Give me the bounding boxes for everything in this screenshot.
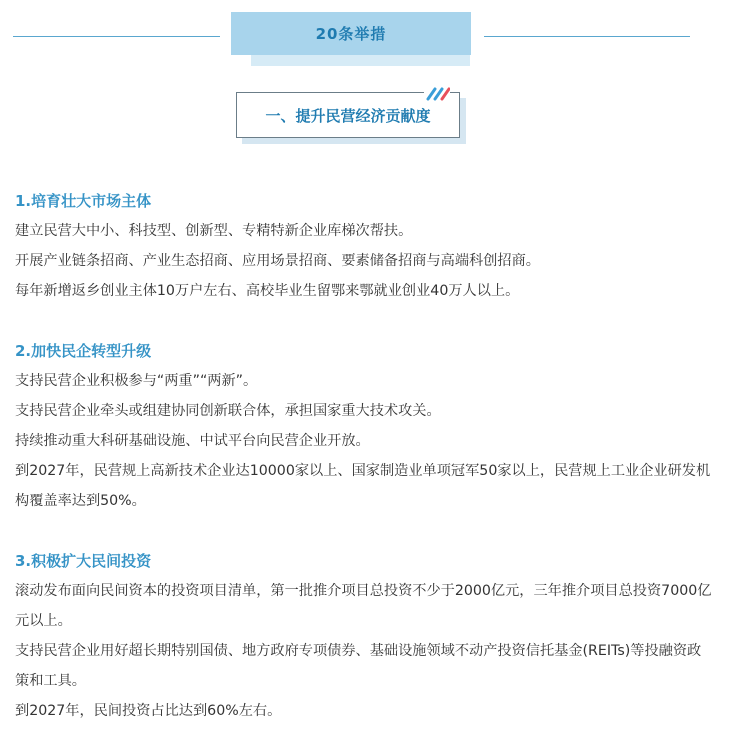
paragraph: 到2027年，民间投资占比达到60%左右。: [15, 703, 282, 719]
header-divider-right: [484, 36, 690, 37]
paragraph: 滚动发布面向民间资本的投资项目清单，第一批推介项目总投资不少于2000亿元，三年推介项目总投资7000亿元以上。: [15, 583, 712, 629]
paragraph: 支持民营企业积极参与“两重”“两新”。: [15, 373, 258, 389]
spacer: [15, 306, 715, 336]
paragraph: 持续推动重大科研基础设施、中试平台向民营企业开放。: [15, 433, 370, 449]
spacer: [15, 516, 715, 546]
paragraph: 到2027年，民营规上高新技术企业达10000家以上、国家制造业单项冠军50家以上，民营规上工业企业研发机构覆盖率达到50%。: [15, 463, 711, 509]
section-title: 一、提升民营经济贡献度: [236, 92, 460, 138]
decorative-slashes-icon: [424, 86, 450, 102]
header-divider-left: [13, 36, 220, 37]
paragraph: 支持民营企业用好超长期特别国债、地方政府专项债券、基础设施领域不动产投资信托基金(REITs)等投融资政策和工具。: [15, 643, 702, 689]
header-banner: [0, 12, 729, 72]
paragraph: 每年新增返乡创业主体10万户左右、高校毕业生留鄂来鄂就业创业40万人以上。: [15, 283, 520, 299]
paragraph: 支持民营企业牵头或组建协同创新联合体，承担国家重大技术攻关。: [15, 403, 441, 419]
section-heading: [236, 92, 468, 150]
subsection-heading-3: 3.积极扩大民间投资: [15, 552, 152, 570]
article-body: [15, 186, 715, 726]
paragraph: 开展产业链条招商、产业生态招商、应用场景招商、要素储备招商与高端科创招商。: [15, 253, 540, 269]
subsection-heading-2: 2.加快民企转型升级: [15, 342, 152, 360]
header-title: 20条举措: [231, 12, 471, 55]
subsection-heading-1: 1.培育壮大市场主体: [15, 192, 152, 210]
paragraph: 建立民营大中小、科技型、创新型、专精特新企业库梯次帮扶。: [15, 223, 413, 239]
